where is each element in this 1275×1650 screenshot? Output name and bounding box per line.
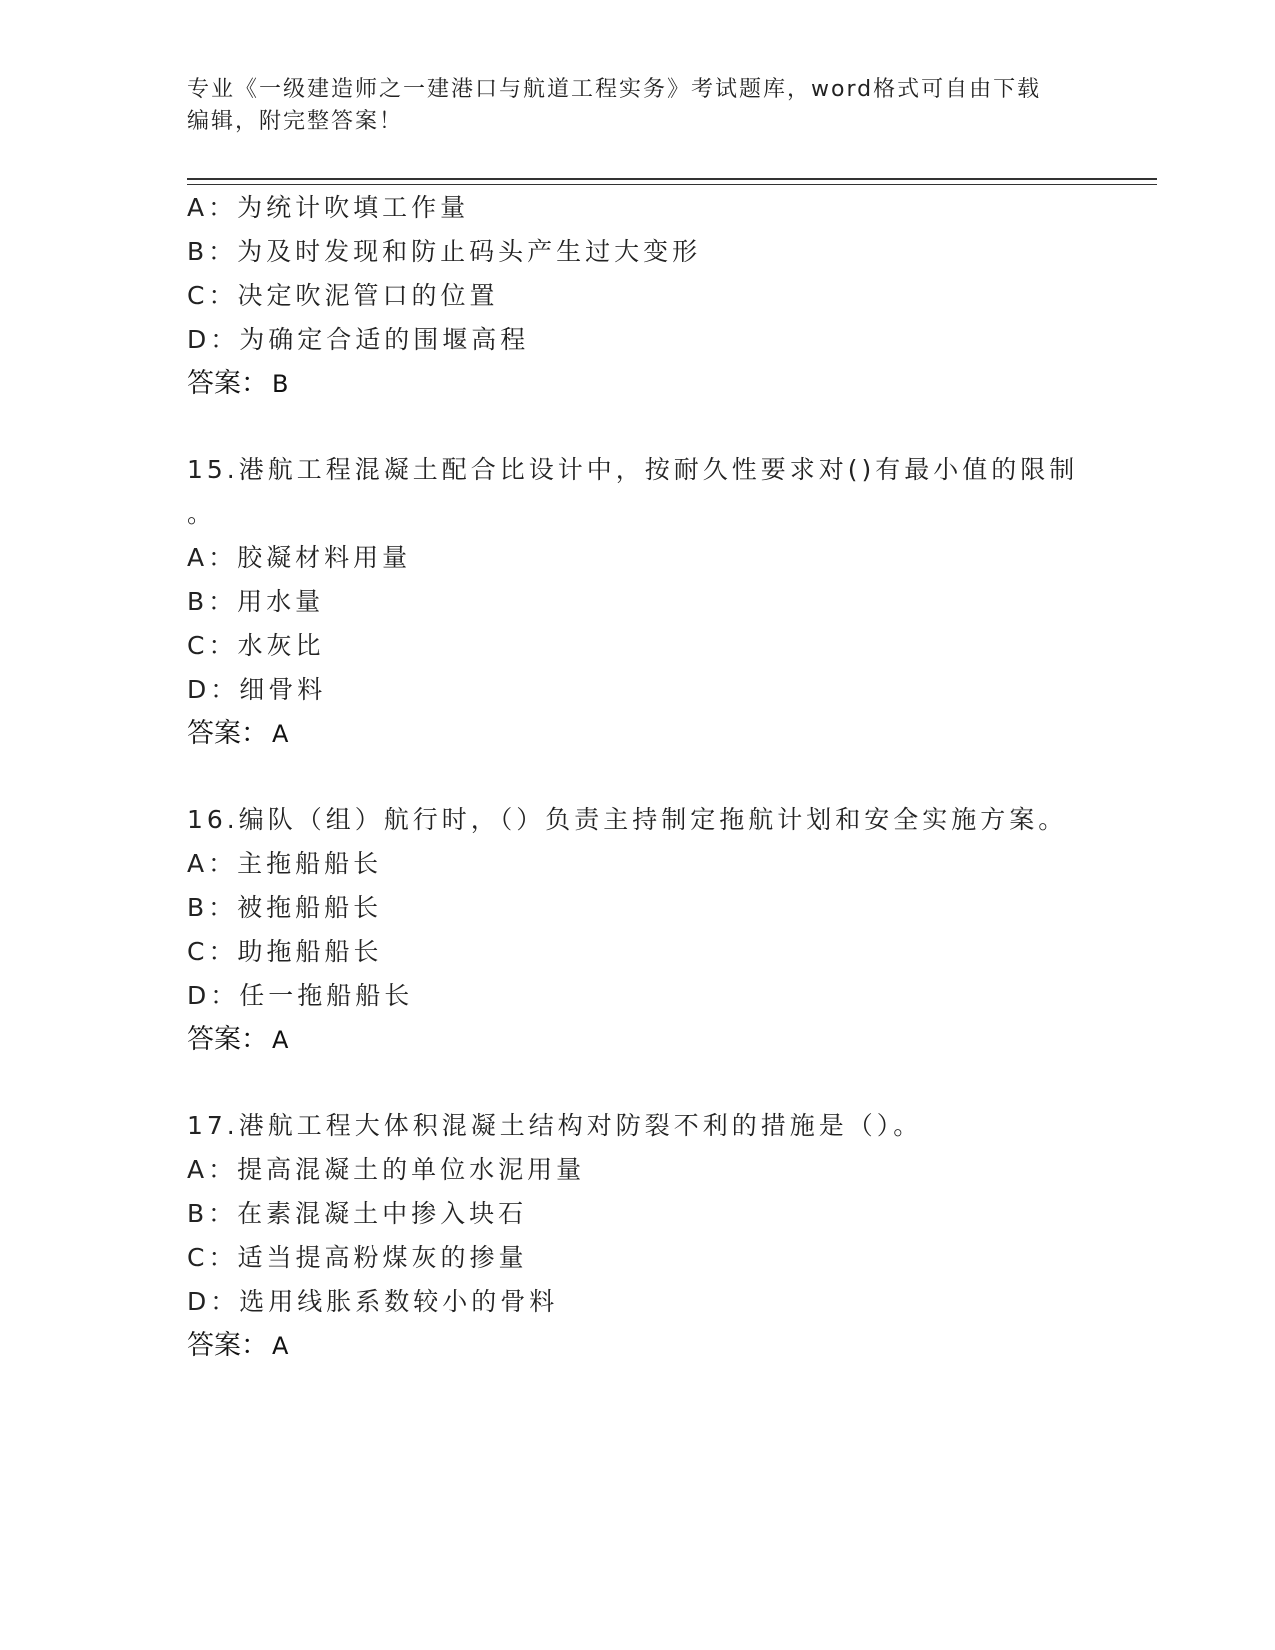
answer-label: 答案：: [187, 368, 268, 399]
answer-value: A: [272, 1332, 289, 1360]
q16-option-c: C：助拖船船长: [187, 937, 383, 966]
q15-option-c: C：水灰比: [187, 631, 325, 660]
q15-stem: 15.港航工程混凝土配合比设计中，按耐久性要求对()有最小值的限制: [187, 455, 1079, 484]
answer-value: B: [272, 370, 289, 398]
q17-option-a: A：提高混凝土的单位水泥用量: [187, 1155, 586, 1184]
q17-option-d: D：选用线胀系数较小的骨料: [187, 1287, 559, 1316]
answer-value: A: [272, 720, 289, 748]
q17-option-b: B：在素混凝土中掺入块石: [187, 1199, 528, 1228]
q16-option-d: D：任一拖船船长: [187, 981, 414, 1010]
q17-answer: [187, 1328, 288, 1364]
q14-option-c: C：决定吹泥管口的位置: [187, 281, 499, 310]
header-divider-thin: [187, 184, 1157, 185]
q17-option-c: C：适当提高粉煤灰的掺量: [187, 1243, 528, 1272]
answer-label: 答案：: [187, 1024, 268, 1055]
header-line-2: 编辑，附完整答案！: [187, 109, 404, 134]
q14-option-b: B：为及时发现和防止码头产生过大变形: [187, 237, 702, 266]
q14-answer: [187, 366, 288, 402]
q15-option-a: A：胶凝材料用量: [187, 543, 412, 572]
answer-label: 答案：: [187, 718, 268, 749]
document-header: [187, 74, 1087, 138]
q15-answer: [187, 716, 288, 752]
q15-stem-continuation: 。: [187, 499, 217, 528]
header-divider-thick: [187, 178, 1157, 180]
q15-option-b: B：用水量: [187, 587, 325, 616]
q17-stem: 17.港航工程大体积混凝土结构对防裂不利的措施是（）。: [187, 1111, 923, 1140]
q16-answer: [187, 1022, 288, 1058]
q16-stem: 16.编队（组）航行时，（）负责主持制定拖航计划和安全实施方案。: [187, 805, 1068, 834]
q16-option-b: B：被拖船船长: [187, 893, 383, 922]
answer-value: A: [272, 1026, 289, 1054]
q14-option-d: D：为确定合适的围堰高程: [187, 325, 530, 354]
q14-option-a: A：为统计吹填工作量: [187, 193, 470, 222]
q16-option-a: A：主拖船船长: [187, 849, 383, 878]
q15-option-d: D：细骨料: [187, 675, 327, 704]
header-line-1: 专业《一级建造师之一建港口与航道工程实务》考试题库，word格式可自由下载: [187, 77, 1042, 102]
answer-label: 答案：: [187, 1330, 268, 1361]
